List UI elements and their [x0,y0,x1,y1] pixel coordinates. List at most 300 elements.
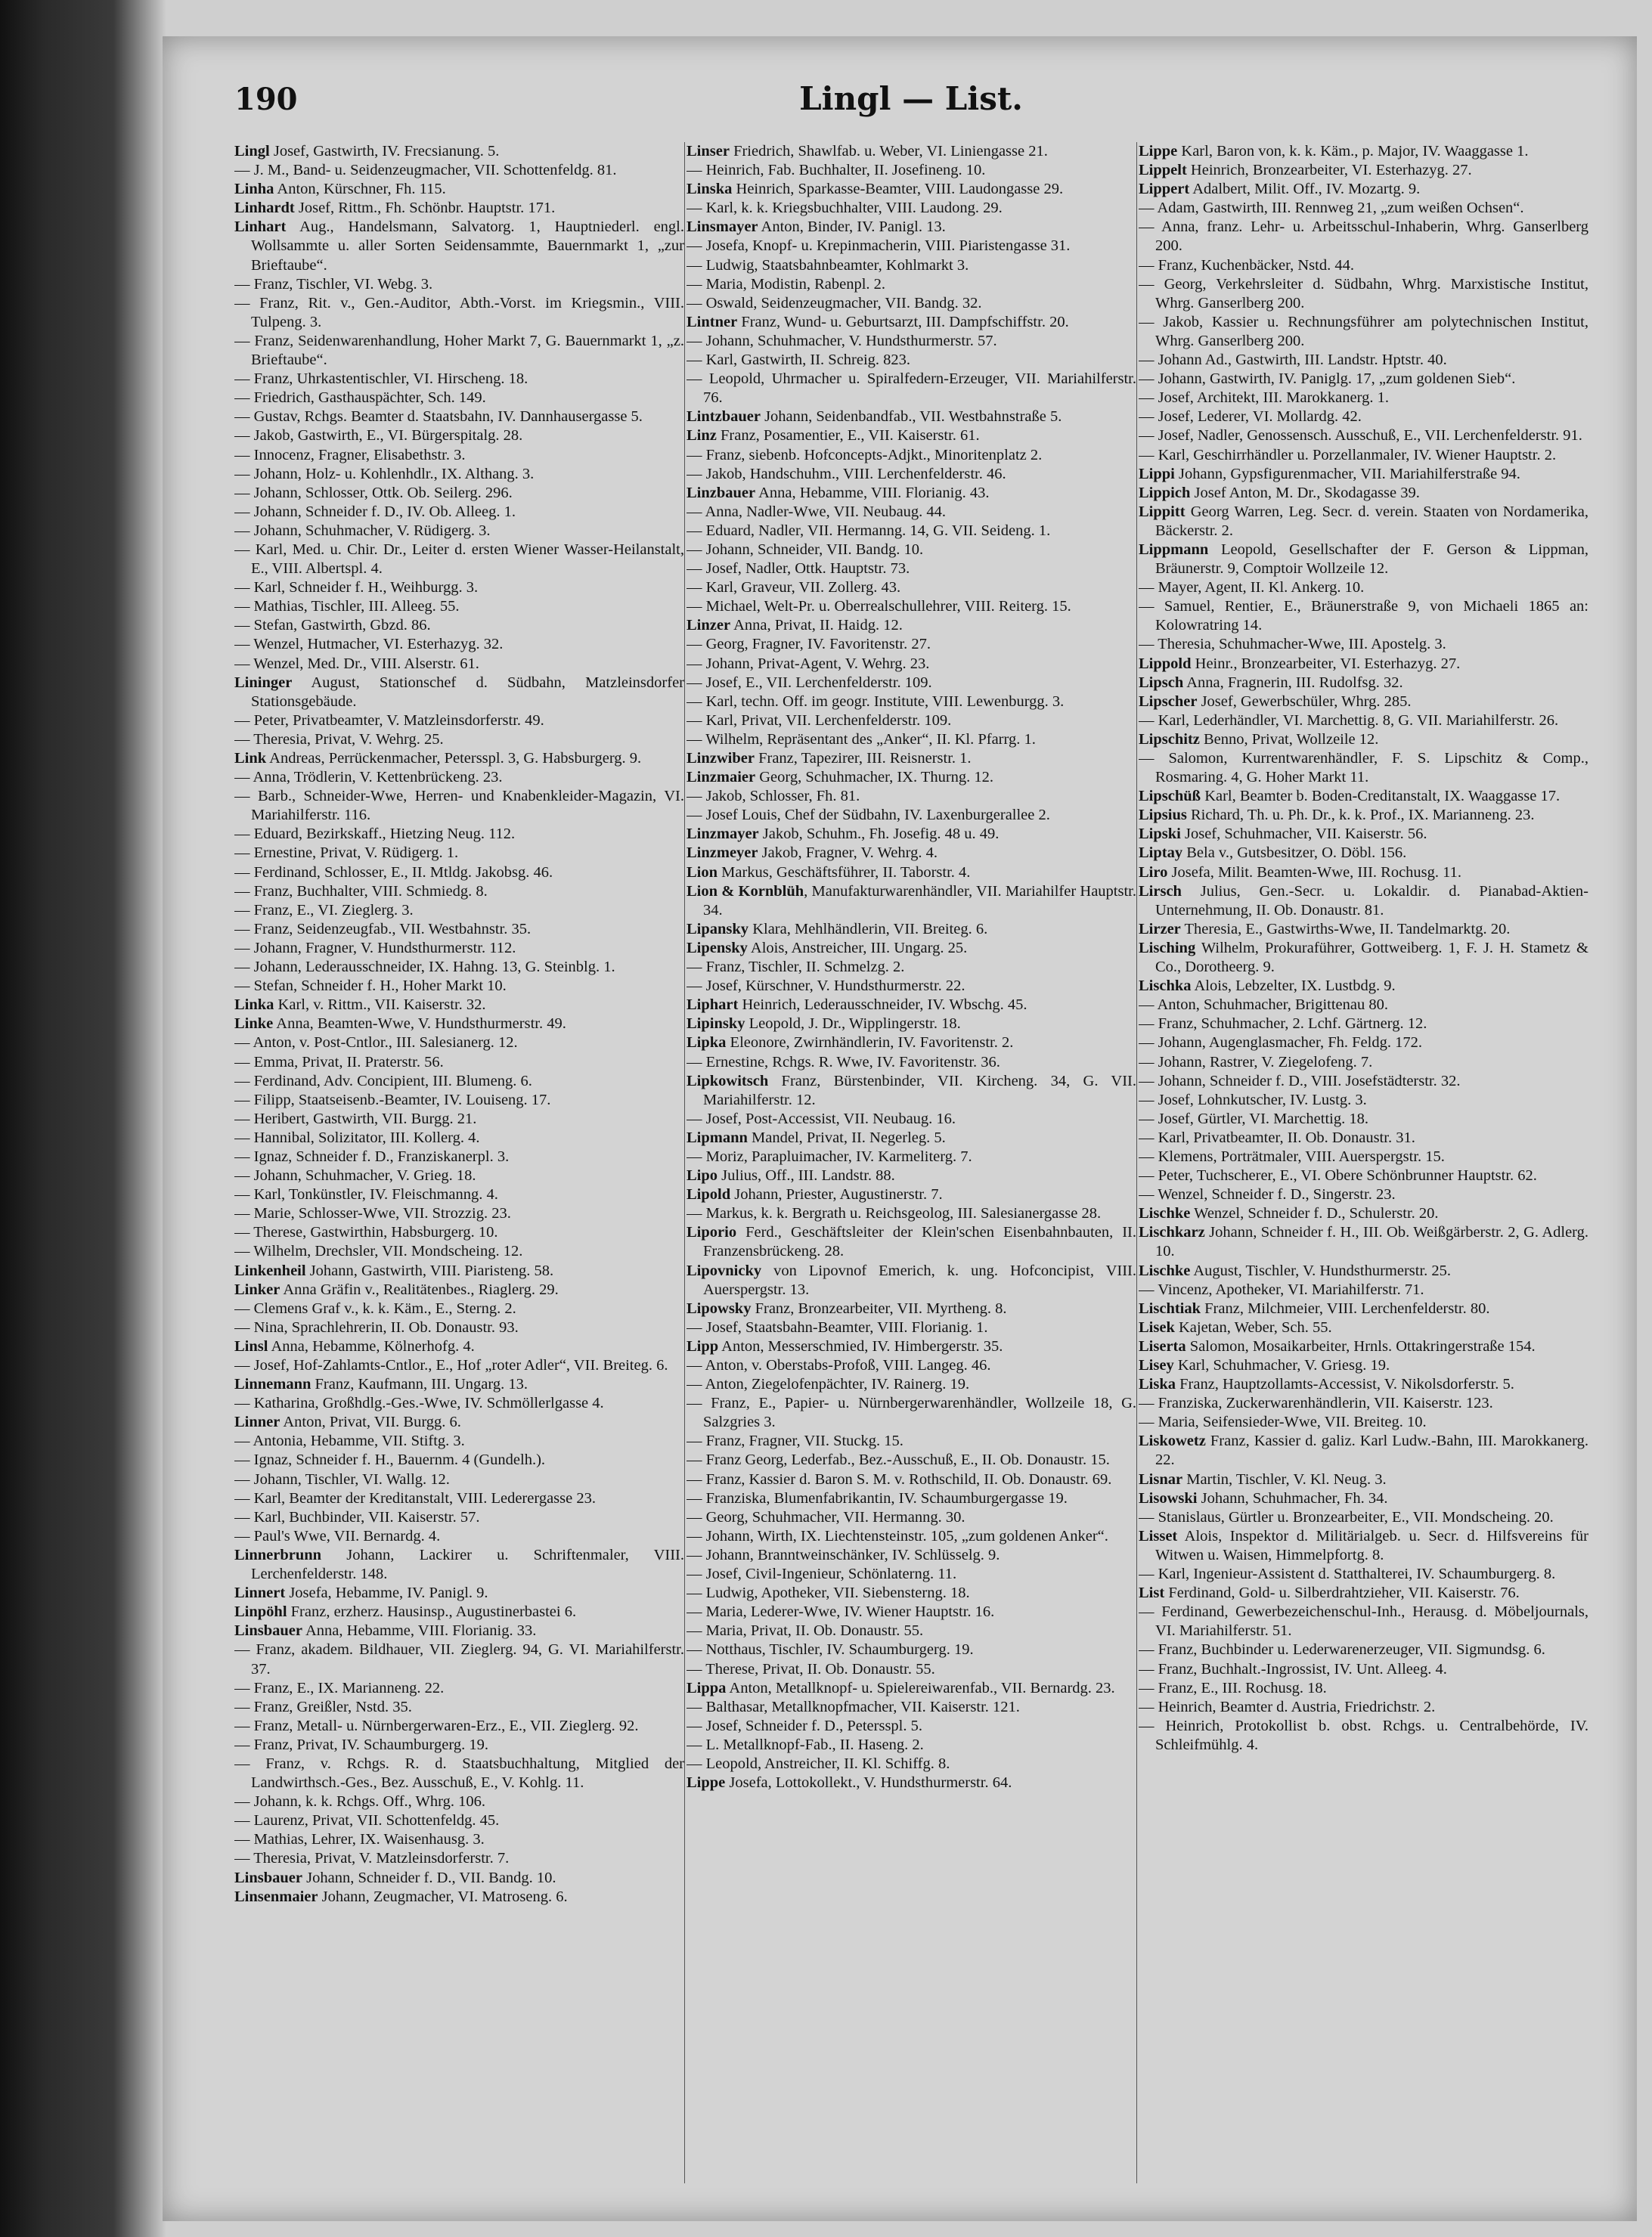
entry-text: — Stefan, Gastwirth, Gbzd. 86. [234,617,431,634]
directory-entry [687,844,1136,863]
entry-text: Anna, Beamten-Wwe, V. Hundsthurmerstr. 49. [273,1015,566,1033]
column-left [234,142,684,2198]
entry-text: Jakob, Fragner, V. Wehrg. 4. [758,844,938,862]
directory-entry [687,275,1136,294]
directory-entry [687,465,1136,484]
directory-entry [234,939,684,958]
entry-text: Josef Anton, M. Dr., Skodagasse 39. [1190,484,1420,501]
entry-text: — Salomon, Kurrentwarenhändler, F. S. Lipschitz & Comp., Rosmaring. 4, G. Hoher Markt 11. [1139,750,1588,786]
directory-entry [1139,1185,1588,1204]
directory-entry [687,1565,1136,1584]
directory-entry [687,1622,1136,1641]
directory-entry [234,1736,684,1755]
entry-text: Ferdinand, Gold- u. Silberdrahtzieher, VII. Kaiserstr. 76. [1164,1585,1520,1602]
directory-entry [1139,806,1588,825]
directory-entry [1139,1091,1588,1110]
directory-entry [687,351,1136,370]
entry-text: Heinrich, Bronzearbeiter, VI. Esterhazyg. 27. [1186,162,1472,179]
entry-text: Adalbert, Milit. Off., IV. Mozartg. 9. [1189,181,1421,198]
entry-text: — J. M., Band- u. Seidenzeugmacher, VII. Schottenfeldg. 81. [234,162,617,179]
entry-surname: Lippold [1139,655,1192,672]
directory-entry [687,1470,1136,1489]
directory-entry [1139,1033,1588,1052]
entry-text: — Filipp, Staatseisenb.-Beamter, IV. Louiseng. 17. [234,1091,551,1108]
entry-text: — Mayer, Agent, II. Kl. Ankerg. 10. [1139,579,1365,596]
directory-entry [234,389,684,407]
entry-surname: Link [234,750,267,767]
directory-entry [1139,863,1588,882]
entry-text: — Karl, Med. u. Chir. Dr., Leiter d. ersten Wiener Wasser-Heilanstalt, E., VIII. Albertspl. 4. [234,541,684,578]
directory-entry [234,142,684,161]
directory-entry [1139,446,1588,465]
entry-text: — Josef, Staatsbahn-Beamter, VIII. Florianig. 1. [687,1318,988,1336]
directory-entry [1139,674,1588,692]
entry-text: Julius, Gen.-Secr. u. Lokaldir. d. Pianabad-Aktien-Unternehmung, II. Ob. Donaustr. 81. [1155,882,1588,919]
directory-entry [1139,1129,1588,1148]
entry-text: — Johann, Fragner, V. Hundsthurmerstr. 112. [234,939,516,956]
directory-entry [234,1356,684,1375]
directory-entry [687,1546,1136,1565]
entry-text: — Ernestine, Privat, V. Rüdigerg. 1. [234,844,459,862]
entry-text: Benno, Privat, Wollzeile 12. [1199,730,1379,748]
entry-text: — Wenzel, Hutmacher, VI. Esterhazyg. 32. [234,636,504,653]
entry-surname: Lippitt [1139,503,1186,520]
entry-surname: Lisowski [1139,1489,1198,1507]
entry-surname: Lippa [687,1679,727,1696]
directory-entry [234,825,684,844]
directory-entry [687,1223,1136,1261]
directory-entry [687,1262,1136,1300]
entry-surname: Linsenmaier [234,1888,318,1905]
entry-text: Anton, Metallknopf- u. Spielereiwarenfab., VII. Bernardg. 23. [726,1679,1115,1696]
entry-text: — L. Metallknopf-Fab., II. Haseng. 2. [687,1736,924,1753]
directory-entry [234,1204,684,1223]
entry-text: Salomon, Mosaikarbeiter, Hrnls. Ottakringerstraße 154. [1186,1337,1536,1355]
entry-text: — Johann, Augenglasmacher, Fh. Feldg. 172. [1139,1034,1422,1052]
running-head: Lingl — List. [799,80,1023,117]
entry-text: Franz, Bürstenbinder, VII. Kircheng. 34, G. VII. Mariahilferstr. 12. [703,1072,1136,1108]
entry-text: August, Tischler, V. Hundsthurmerstr. 25. [1190,1262,1452,1279]
entry-surname: Linnert [234,1585,286,1602]
directory-entry [234,730,684,749]
directory-entry [687,635,1136,654]
entry-text: — Johann, Branntweinschänker, IV. Schlüsselg. 9. [687,1546,1000,1563]
directory-entry [1139,313,1588,351]
directory-entry [1139,1641,1588,1659]
entry-text: Anton, Privat, VII. Burgg. 6. [280,1414,461,1431]
entry-text: Markus, Geschäftsführer, II. Taborstr. 4. [718,863,971,881]
directory-entry [1139,1337,1588,1356]
directory-entry [1139,787,1588,806]
directory-entry [1139,541,1588,578]
entry-text: — Johann, Schneider, VII. Bandg. 10. [687,541,924,558]
entry-text: Anna, Fragnerin, III. Rudolfsg. 32. [1183,674,1403,691]
entry-text: — Karl, Privat, VII. Lerchenfelderstr. 109. [687,711,952,729]
directory-entry [1139,1300,1588,1318]
directory-entry [1139,1375,1588,1394]
directory-entry [687,1110,1136,1129]
entry-surname: Linska [687,181,733,198]
entry-surname: Linsbauer [234,1869,302,1886]
directory-entry [234,1281,684,1300]
entry-text: — Wilhelm, Repräsentant des „Anker“, II. Kl. Pfarrg. 1. [687,730,1036,748]
column-right [1139,142,1588,2198]
entry-text: Mandel, Privat, II. Negerleg. 5. [747,1129,946,1146]
entry-text: Anton, Binder, IV. Panigl. 13. [758,218,946,236]
entry-text: — Johann, Rastrer, V. Ziegelofeng. 7. [1139,1053,1373,1070]
entry-text: — Wenzel, Med. Dr., VIII. Alserstr. 61. [234,655,479,672]
entry-text: — Anton, Schuhmacher, Brigittenau 80. [1139,996,1388,1014]
entry-surname: Lischkarz [1139,1224,1205,1241]
entry-text: — Franz, siebenb. Hofconcepts-Adjkt., Minoritenplatz 2. [687,446,1043,463]
entry-text: — Laurenz, Privat, VII. Schottenfeldg. 45. [234,1812,500,1830]
directory-entry [234,275,684,294]
entry-text: — Theresia, Schuhmacher-Wwe, III. Apostelg. 3. [1139,636,1446,653]
entry-text: Josef, Rittm., Fh. Schönbr. Hauptstr. 171. [294,200,556,217]
entry-surname: Lingl [234,143,270,160]
entry-text: Heinr., Bronzearbeiter, VI. Esterhazyg. 27. [1191,655,1461,672]
entry-surname: Lipinsky [687,1015,745,1033]
entry-surname: Linser [687,143,730,160]
entry-surname: Lippich [1139,484,1191,501]
entry-text: — Franz, Privat, IV. Schaumburgerg. 19. [234,1736,488,1753]
entry-text: — Franz, Metall- u. Nürnbergerwaren-Erz., E., VII. Zieglerg. 92. [234,1717,639,1734]
directory-entry [687,1603,1136,1622]
entry-text: — Marie, Schlosser-Wwe, VII. Strozzig. 23. [234,1205,511,1222]
entry-text: — Leopold, Uhrmacher u. Spiralfedern-Erzeuger, VII. Mariahilferstr. 76. [687,370,1136,407]
entry-surname: Lipkowitsch [687,1072,769,1089]
directory-entry [687,332,1136,351]
entry-surname: Lisnar [1139,1470,1183,1488]
entry-text: — Eduard, Nadler, VII. Hermanng. 14, G. VII. Seideng. 1. [687,522,1051,539]
entry-text: — Franz, E., Papier- u. Nürnbergerwarenhändler, Wollzeile 18, G. Salzgries 3. [687,1395,1136,1431]
entry-text: Franz, Kassier d. galiz. Karl Ludw.-Bahn, III. Marokkanerg. 22. [1155,1433,1588,1469]
entry-surname: Linnemann [234,1376,311,1393]
directory-entry [234,635,684,654]
entry-text: — Franz, v. Rchgs. R. d. Staatsbuchhaltung, Mitglied der Landwirthsch.-Ges., Bez. Ausschuß, E., V. Kohlg. 11. [234,1755,684,1792]
directory-entry [1139,920,1588,939]
entry-text: — Franz, Tischler, VI. Webg. 3. [234,275,433,293]
directory-entry [1139,844,1588,863]
entry-text: Anna Gräfin v., Realitätenbes., Riaglerg. 29. [280,1281,559,1298]
entry-text: — Josef, Post-Accessist, VII. Neubaug. 16. [687,1110,956,1127]
directory-entry [1139,351,1588,370]
entry-text: Johann, Seidenbandfab., VII. Westbahnstraße 5. [760,408,1062,426]
entry-surname: Lischtiak [1139,1300,1201,1317]
directory-entry [234,1262,684,1281]
directory-entry [234,1413,684,1432]
entry-surname: Lipp [687,1337,719,1355]
directory-entry [234,1167,684,1185]
directory-entry [1139,1053,1588,1072]
entry-surname: Lipold [687,1186,731,1204]
directory-entry [234,977,684,996]
entry-text: — Franz, Uhrkastentischler, VI. Hirscheng. 18. [234,370,528,388]
entry-text: — Georg, Schuhmacher, VII. Hermanng. 30. [687,1508,965,1526]
directory-entry [234,1622,684,1641]
entry-surname: Linzbauer [687,484,756,501]
entry-text: — Paul's Wwe, VII. Bernardg. 4. [234,1527,441,1545]
directory-entry [687,1015,1136,1033]
directory-entry [1139,1508,1588,1527]
directory-entry [234,1470,684,1489]
directory-entry [687,237,1136,256]
column-middle [687,142,1136,2198]
directory-entry [1139,1204,1588,1223]
directory-entry [1139,1110,1588,1129]
entry-surname: Lipschüß [1139,788,1201,805]
entry-surname: Lippmann [1139,541,1209,558]
directory-entry [687,711,1136,730]
directory-entry [687,1356,1136,1375]
directory-entry [687,1679,1136,1698]
entry-text: Franz, erzherz. Hausinsp., Augustinerbastei 6. [287,1603,577,1621]
directory-entry [234,863,684,882]
entry-text: Franz, Kaufmann, III. Ungarg. 13. [311,1376,528,1393]
entry-surname: Lipansky [687,920,749,937]
entry-text: — Hannibal, Solizitator, III. Kollerg. 4. [234,1129,480,1146]
entry-text: Theresia, E., Gastwirths-Wwe, II. Tandelmarktg. 20. [1180,920,1511,937]
directory-entry [687,1717,1136,1736]
directory-entry [687,161,1136,180]
directory-entry [234,446,684,465]
entry-text: Johann, Lackirer u. Schriftenmaler, VIII. Lerchenfelderstr. 148. [251,1546,684,1583]
directory-entry [234,1546,684,1584]
entry-text: — Josef, Architekt, III. Marokkanerg. 1. [1139,389,1389,407]
entry-surname: Lipscher [1139,692,1198,710]
directory-entry [234,1072,684,1091]
entry-text: — Leopold, Anstreicher, II. Kl. Schiffg. 8. [687,1755,950,1772]
entry-surname: Linz [687,427,717,445]
directory-entry [687,730,1136,749]
entry-text: — Johann, k. k. Rchgs. Off., Whrg. 106. [234,1793,485,1811]
entry-text: — Franz, Tischler, II. Schmelzg. 2. [687,959,905,976]
entry-text: — Franziska, Blumenfabrikantin, IV. Schaumburgergasse 19. [687,1489,1068,1507]
directory-entry [234,1053,684,1072]
directory-entry [1139,1148,1588,1167]
directory-entry [687,1129,1136,1148]
entry-text: — Peter, Tuchscherer, E., VI. Obere Schönbrunner Hauptstr. 62. [1139,1167,1537,1185]
directory-entry [1139,484,1588,503]
entry-surname: Liska [1139,1376,1176,1393]
entry-text: — Karl, Schneider f. H., Weihburgg. 3. [234,579,479,596]
directory-entry [234,711,684,730]
directory-entry [234,787,684,825]
entry-text: — Ludwig, Apotheker, VII. Siebensterng. 18. [687,1585,970,1602]
entry-surname: Linnerbrunn [234,1546,322,1563]
directory-entry [234,541,684,578]
directory-entry [687,1318,1136,1337]
directory-entry [234,522,684,541]
entry-text: Leopold, J. Dr., Wipplingerstr. 18. [745,1015,961,1033]
directory-entry [687,768,1136,787]
entry-text: — Samuel, Rentier, E., Bräunerstraße 9, von Michaeli 1865 an: Kolowratring 14. [1139,598,1588,634]
entry-text: Anna, Hebamme, Kölnerhofg. 4. [268,1337,475,1355]
entry-text: — Franziska, Zuckerwarenhändlerin, VII. Kaiserstr. 123. [1139,1395,1493,1412]
entry-text: — Josef, Lohnkutscher, IV. Lustg. 3. [1139,1091,1367,1108]
entry-text: — Johann, Tischler, VI. Wallg. 12. [234,1470,450,1488]
directory-entry [687,882,1136,920]
directory-entry [1139,1489,1588,1508]
entry-text: — Anton, Ziegelofenpächter, IV. Rainerg. 19. [687,1376,970,1393]
entry-text: Karl, Beamter b. Boden-Creditanstalt, IX. Waaggasse 17. [1201,788,1561,805]
entry-text: — Moriz, Parapluimacher, IV. Karmeliterg. 7. [687,1148,972,1165]
directory-entry [234,503,684,522]
entry-text: — Anton, v. Post-Cntlor., III. Salesianerg. 12. [234,1034,518,1052]
entry-surname: Linke [234,1015,274,1033]
entry-surname: Linkenheil [234,1262,306,1279]
entry-surname: Linka [234,996,274,1014]
directory-entry [687,749,1136,768]
column-rule [1136,142,1137,2183]
entry-text: Wenzel, Schneider f. D., Schulerstr. 20. [1190,1205,1439,1222]
directory-entry [234,1717,684,1736]
entry-surname: Linhardt [234,200,295,217]
entry-text: — Michael, Welt-Pr. u. Oberrealschullehrer, VIII. Reiterg. 15. [687,598,1071,615]
entry-text: — Jakob, Kassier u. Rechnungsführer am polytechnischen Institut, Whrg. Ganserlberg 200. [1139,313,1588,349]
page-header [234,74,1588,135]
entry-text: — Georg, Fragner, IV. Favoritenstr. 27. [687,636,931,653]
entry-surname: Lischka [1139,978,1192,995]
directory-entry [234,1641,684,1678]
directory-entry [1139,199,1588,218]
entry-text: — Johann Ad., Gastwirth, III. Landstr. Hptstr. 40. [1139,352,1447,369]
entry-text: — Maria, Privat, II. Ob. Donaustr. 55. [687,1622,924,1640]
directory-entry [687,199,1136,218]
entry-text: Karl, Schuhmacher, V. Griesg. 19. [1173,1357,1390,1374]
entry-surname: Lippe [687,1774,726,1792]
directory-entry [234,1698,684,1717]
directory-entry [234,958,684,977]
directory-entry [234,1603,684,1622]
entry-text: — Mathias, Tischler, III. Alleeg. 55. [234,598,460,615]
directory-entry [234,1755,684,1792]
directory-entry [234,768,684,787]
entry-text: — Karl, Graveur, VII. Zollerg. 43. [687,579,901,596]
entry-text: — Anna, franz. Lehr- u. Arbeitsschul-Inhaberin, Whrg. Ganserlberg 200. [1139,218,1588,255]
entry-text: — Franz, Schuhmacher, 2. Lchf. Gärtnerg. 12. [1139,1015,1427,1033]
directory-entry [234,1015,684,1033]
directory-entry [687,692,1136,711]
entry-text: — Josef, Hof-Zahlamts-Cntlor., E., Hof „roter Adler“, VII. Breiteg. 6. [234,1357,668,1374]
directory-entry [687,825,1136,844]
entry-text: Alois, Inspektor d. Militärialgeb. u. Secr. d. Hilfsvereins für Witwen u. Waisen, Himmelpfortg. 8. [1155,1527,1588,1563]
directory-entry [687,1508,1136,1527]
directory-entry [234,332,684,370]
entry-text: — Ferdinand, Gewerbezeichenschul-Inh., Herausg. d. Möbeljournals, VI. Mariahilferstr. 51. [1139,1603,1588,1640]
entry-text: Franz, Posamentier, E., VII. Kaiserstr. 61. [716,427,980,445]
entry-text: Leopold, Gesellschafter der F. Gerson & Lippman, Bräunerstr. 9, Comptoir Wollzeile 12. [1155,541,1588,578]
entry-text: — Johann, Wirth, IX. Liechtensteinstr. 105, „zum goldenen Anker“. [687,1527,1108,1545]
entry-text: Jakob, Schuhm., Fh. Josefig. 48 u. 49. [758,826,1000,843]
directory-entry [234,578,684,597]
directory-entry [234,1375,684,1394]
entry-text: — Karl, Geschirrhändler u. Porzellanmaler, IV. Wiener Hauptstr. 2. [1139,446,1557,463]
directory-entry [1139,1660,1588,1679]
entry-text: — Franz, Buchhalt.-Ingrossist, IV. Unt. Alleeg. 4. [1139,1660,1447,1678]
directory-entry [234,1451,684,1470]
directory-entry [687,939,1136,958]
entry-text: — Ignaz, Schneider f. H., Bauernm. 4 (Gundelh.). [234,1452,546,1469]
entry-text: Georg Warren, Leg. Secr. d. verein. Staaten von Nordamerika, Bäckerstr. 2. [1155,503,1588,539]
entry-text: — Stanislaus, Gürtler u. Bronzearbeiter, E., VII. Mondscheing. 20. [1139,1508,1554,1526]
entry-text: Johann, Gypsfigurenmacher, VII. Mariahilferstraße 94. [1174,465,1520,482]
entry-surname: Lippert [1139,181,1190,198]
directory-entry [234,180,684,199]
directory-entry [687,1394,1136,1432]
entry-surname: Lipo [687,1167,718,1185]
entry-surname: Linner [234,1414,280,1431]
directory-entry [234,1318,684,1337]
directory-entry [234,1337,684,1356]
entry-text: — Franz, akadem. Bildhauer, VII. Zieglerg. 94, G. VI. Mariahilferstr. 37. [234,1641,684,1678]
entry-text: — Karl, k. k. Kriegsbuchhalter, VIII. Laudong. 29. [687,200,1003,217]
entry-text: Johann, Zeugmacher, VI. Matroseng. 6. [318,1888,568,1905]
entry-text: — Friedrich, Gasthauspächter, Sch. 149. [234,389,486,407]
entry-text: Franz, Milchmeier, VIII. Lerchenfelderstr. 80. [1201,1300,1490,1317]
directory-entry [234,1489,684,1508]
directory-entry [234,161,684,180]
entry-surname: Linsmayer [687,218,758,236]
entry-text: Alois, Lebzelter, IX. Lustbdg. 9. [1191,978,1396,995]
entry-text: Richard, Th. u. Ph. Dr., k. k. Prof., IX. Marianneng. 23. [1186,807,1535,824]
entry-text: Johann, Priester, Augustinerstr. 7. [730,1186,943,1204]
entry-surname: Liro [1139,863,1168,881]
entry-text: — Peter, Privatbeamter, V. Matzleinsdorferstr. 49. [234,711,544,729]
entry-text: — Johann, Schuhmacher, V. Rüdigerg. 3. [234,522,491,539]
directory-entry [1139,825,1588,844]
entry-text: — Franz Georg, Lederfab., Bez.-Ausschuß, E., II. Ob. Donaustr. 15. [687,1452,1110,1469]
entry-surname: Lisching [1139,939,1196,956]
entry-surname: Lintzbauer [687,408,761,426]
entry-text: — Johann, Schuhmacher, V. Grieg. 18. [234,1167,476,1185]
directory-entry [687,1641,1136,1659]
directory-entry [687,503,1136,522]
entry-text: — Josef, Gürtler, VI. Marchettig. 18. [1139,1110,1368,1127]
directory-entry [1139,597,1588,635]
directory-entry [234,882,684,901]
directory-entry [234,1849,684,1868]
entry-surname: Lisset [1139,1527,1178,1545]
entry-text: — Franz, Buchhalter, VIII. Schmiedg. 8. [234,882,488,900]
entry-surname: List [1139,1585,1165,1602]
directory-entry [234,1129,684,1148]
entry-text: — Eduard, Bezirkskaff., Hietzing Neug. 112. [234,826,516,843]
entry-text: Franz, Tapezirer, III. Reisnerstr. 1. [754,750,972,767]
directory-entry [687,407,1136,426]
entry-surname: Lirsch [1139,882,1182,900]
entry-text: — Franz, Fragner, VII. Stuckg. 15. [687,1433,903,1450]
entry-surname: Liphart [687,996,739,1014]
entry-text: Josefa, Hebamme, IV. Panigl. 9. [285,1585,488,1602]
directory-entry [687,1033,1136,1052]
directory-entry [687,370,1136,407]
entry-text: Friedrich, Shawlfab. u. Weber, VI. Liniengasse 21. [729,143,1048,160]
directory-entry [1139,1470,1588,1489]
directory-entry [687,1148,1136,1167]
entry-text: — Heinrich, Beamter d. Austria, Friedrichstr. 2. [1139,1698,1436,1715]
entry-text: Anton, Kürschner, Fh. 115. [274,181,446,198]
directory-entry [687,1337,1136,1356]
entry-text: — Franz, Buchbinder u. Lederwarenerzeuger, VII. Sigmundsg. 6. [1139,1641,1545,1659]
directory-entry [687,1300,1136,1318]
directory-entry [1139,180,1588,199]
entry-surname: Lipovnicky [687,1262,762,1279]
directory-columns [234,142,1588,2198]
directory-entry [687,1774,1136,1792]
directory-entry [234,370,684,389]
directory-entry [687,1204,1136,1223]
